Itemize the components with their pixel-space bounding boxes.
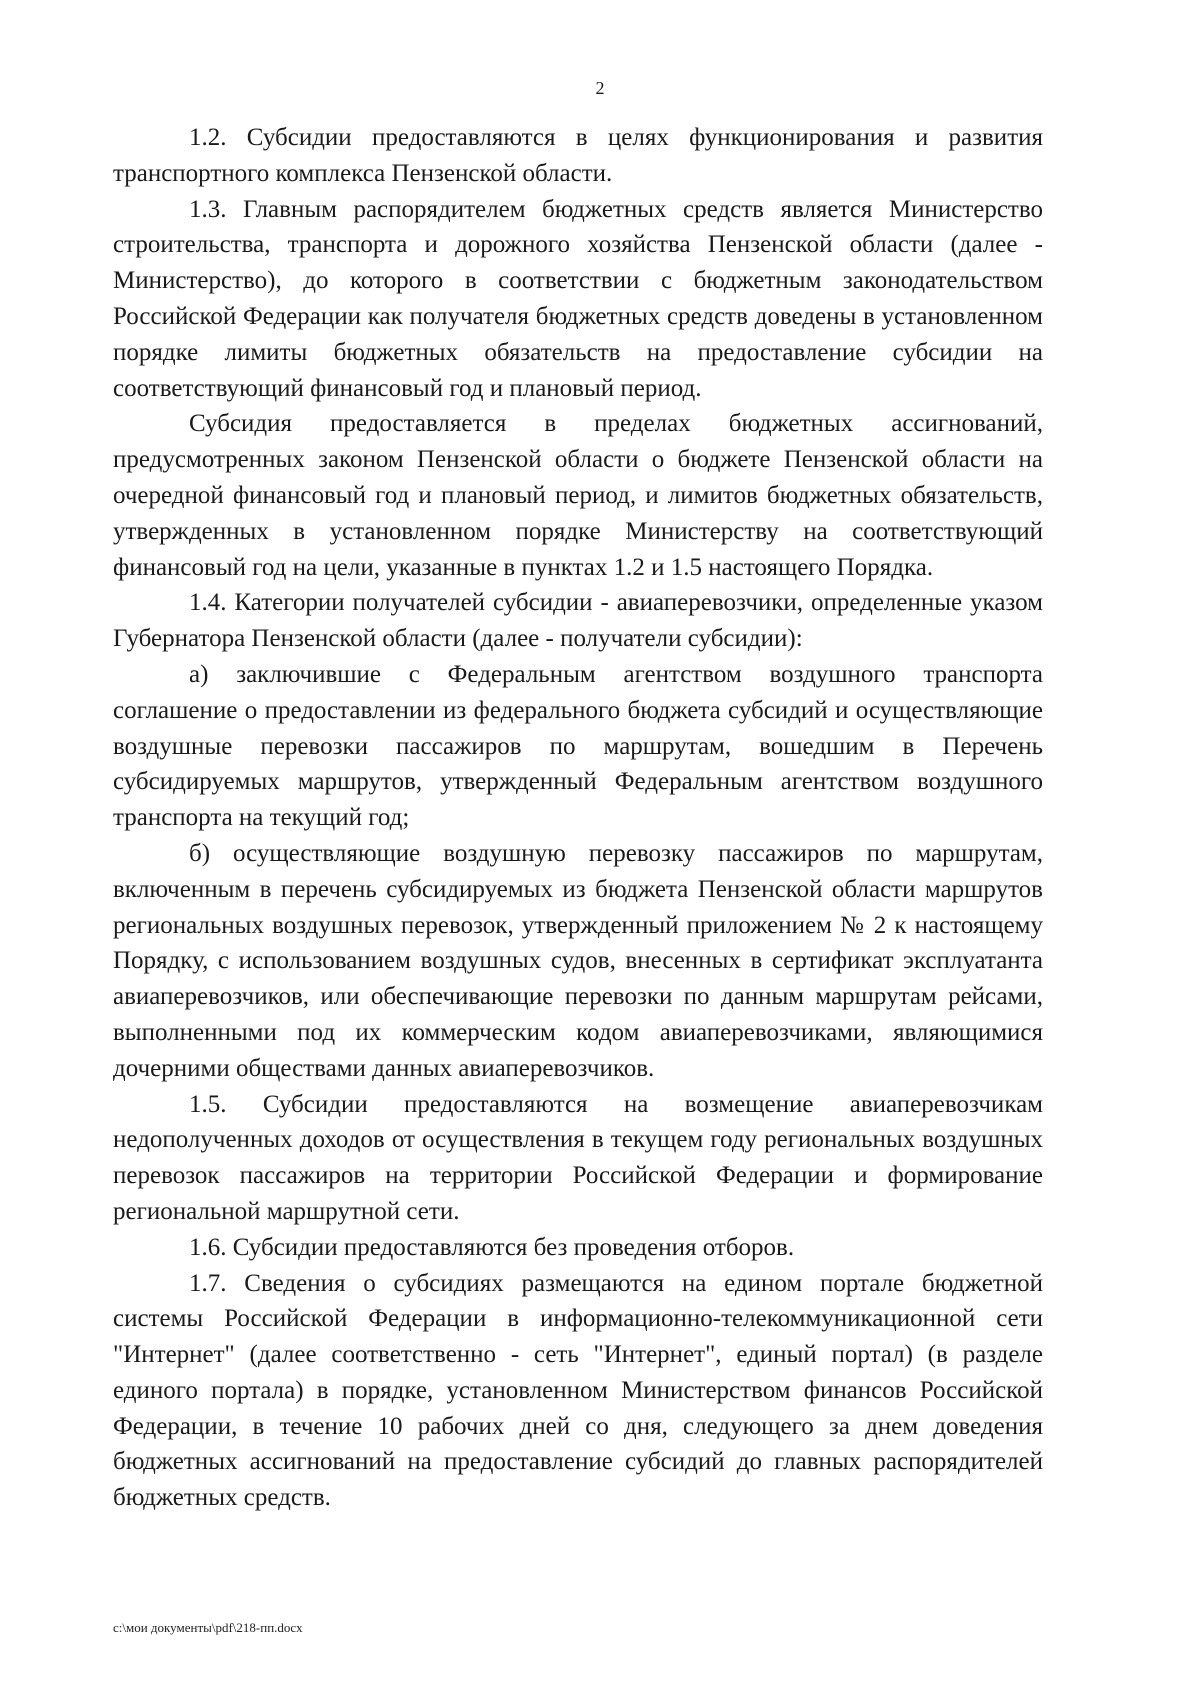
document-body (113, 120, 1043, 1516)
paragraph-1-7: 1.7. Сведения о субсидиях размещаются на едином портале бюджетной системы Российской Федерации в информационно-телекоммуникационной сети "Интернет" (далее соответственно - сеть "Интернет", единый портал) (в разделе единого портала) в порядке, установленном Министерством финансов Российской Федерации, в течение 10 рабочих дней со дня, следующего за днем доведения бюджетных ассигнований на предоставление субсидий до главных распорядителей бюджетных средств. (113, 1269, 1043, 1512)
paragraph-1-4-b: б) осуществляющие воздушную перевозку пассажиров по маршрутам, включенным в перечень субсидируемых из бюджета Пензенской области маршрутов региональных воздушных перевозок, утвержденный приложением № 2 к настоящему Порядку, с использованием воздушных судов, внесенных в сертификат эксплуатанта авиаперевозчиков, или обеспечивающие перевозки по данным маршрутам рейсами, выполненными под их коммерческим кодом авиаперевозчиками, являющимися дочерними обществами данных авиаперевозчиков. (113, 839, 1043, 1082)
paragraph-1-5: 1.5. Субсидии предоставляются на возмещение авиаперевозчикам недополученных доходов от осуществления в текущем году региональных воздушных перевозок пассажиров на территории Российской Федерации и формирование региональной маршрутной сети. (113, 1090, 1043, 1225)
paragraph-1-4-a: а) заключившие с Федеральным агентством воздушного транспорта соглашение о предоставлении из федерального бюджета субсидий и осуществляющие воздушные перевозки пассажиров по маршрутам, вошедшим в Перечень субсидируемых маршрутов, утвержденный Федеральным агентством воздушного транспорта на текущий год; (113, 660, 1043, 832)
paragraph-1-3: 1.3. Главным распорядителем бюджетных средств является Министерство строительства, транспорта и дорожного хозяйства Пензенской области (далее - Министерство), до которого в соответствии с бюджетным законодательством Российской Федерации как получателя бюджетных средств доведены в установленном порядке лимиты бюджетных обязательств на предоставление субсидии на соответствующий финансовый год и плановый период. (113, 195, 1043, 402)
footer-file-path: c:\мои документы\pdf\218-пп.docx (113, 1620, 303, 1635)
paragraph-subsidy-limits: Субсидия предоставляется в пределах бюджетных ассигнований, предусмотренных законом Пензенской области о бюджете Пензенской области на очередной финансовый год и плановый период, и лимитов бюджетных обязательств, утвержденных в установленном порядке Министерству на соответствующий финансовый год на цели, указанные в пунктах 1.2 и 1.5 настоящего Порядка. (113, 410, 1043, 581)
page-number: 2 (595, 78, 605, 98)
paragraph-1-2: 1.2. Субсидии предоставляются в целях функционирования и развития транспортного комплекса Пензенской области. (113, 124, 1043, 187)
paragraph-1-6: 1.6. Субсидии предоставляются без проведения отборов. (189, 1233, 795, 1261)
paragraph-1-4: 1.4. Категории получателей субсидии - авиаперевозчики, определенные указом Губернатора Пензенской области (далее - получатели субсидии): (113, 589, 1043, 653)
